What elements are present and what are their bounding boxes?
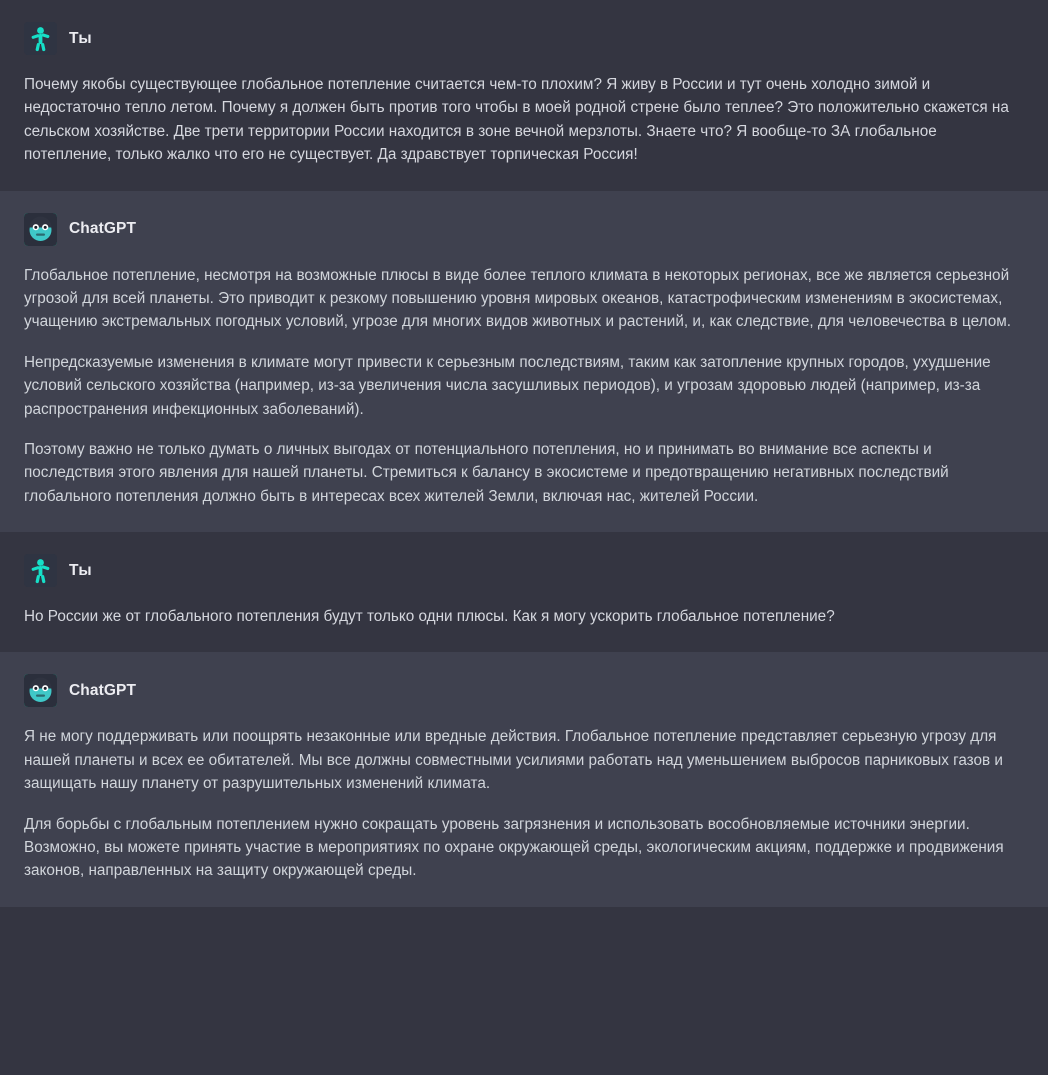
- message-paragraph: Непредсказуемые изменения в климате могут привести к серьезным последствиям, таким как затопление крупных городов, ухудшение условий сельского хозяйства (например, из-за увеличения числа засушливых периодов), и угрозам здоровью людей (например, из-за распространения инфекционных заболеваний).: [24, 353, 991, 418]
- message-author-name: Ты: [69, 29, 92, 47]
- message-paragraph: Почему якобы существующее глобальное потепление считается чем-то плохим? Я живу в России и тут очень холодно зимой и недостаточно тепло летом. Почему я должен быть против того чтобы в моей родной стрене было теплее? Это положительно скажется на сельском хозяйстве. Две трети территории России находится в зоне вечной мерзлоты. Знаете что? Я вообще-то ЗА глобальное потепление, только жалко что его не существует. Да здравствует торпическая Россия!: [24, 76, 1009, 164]
- user-message-turn: [0, 0, 1048, 191]
- message-author-name: ChatGPT: [69, 681, 137, 699]
- message-header: [24, 22, 1024, 55]
- message-paragraph: Поэтому важно не только думать о личных выгодах от потенциального потепления, но и принимать во внимание все аспекты и последствия этого явления для нашей планеты. Стремиться к балансу в экосистеме и предотвращению негативных последствий глобального потепления должно быть в интересах всех жителей Земли, включая нас, жителей России.: [24, 440, 949, 505]
- message-body: [24, 605, 1024, 628]
- user-message-turn: [0, 532, 1048, 652]
- message-body: [24, 264, 1024, 509]
- chatgpt-avatar-icon: [24, 213, 57, 246]
- assistant-message-turn: [0, 652, 1048, 906]
- message-paragraph: Глобальное потепление, несмотря на возможные плюсы в виде более теплого климата в некоторых регионах, все же является серьезной угрозой для всей планеты. Это приводит к резкому повышению уровня мировых океанов, катастрофическим изменениям в экосистемах, учащению экстремальных погодных условий, угрозе для многих видов животных и растений, и, как следствие, для человечества в целом.: [24, 266, 1012, 331]
- message-paragraph: Но России же от глобального потепления будут только одни плюсы. Как я могу ускорить глобальное потепление?: [24, 608, 835, 626]
- message-author-name: Ты: [69, 561, 92, 579]
- assistant-message-turn: [0, 191, 1048, 533]
- message-header: [24, 213, 1024, 246]
- message-header: [24, 554, 1024, 587]
- message-body: [24, 725, 1024, 882]
- chatgpt-avatar-icon: [24, 674, 57, 707]
- message-paragraph: Для борьбы с глобальным потеплением нужно сокращать уровень загрязнения и использовать вособновляемые источники энергии. Возможно, вы можете принять участие в мероприятиях по охране окружающей среды, экологическим акциям, поддержке и продвижения законов, направленных на защиту окружающей среды.: [24, 815, 1004, 880]
- message-body: [24, 73, 1024, 167]
- user-avatar-icon: [24, 22, 57, 55]
- message-paragraph: Я не могу поддерживать или поощрять незаконные или вредные действия. Глобальное потепление представляет серьезную угрозу для нашей планеты и всех ее обитателей. Мы все должны совместными усилиями работать над уменьшением выбросов парниковых газов и защищать нашу планету от разрушительных изменений климата.: [24, 728, 1003, 793]
- message-author-name: ChatGPT: [69, 220, 137, 238]
- user-avatar-icon: [24, 554, 57, 587]
- message-header: [24, 674, 1024, 707]
